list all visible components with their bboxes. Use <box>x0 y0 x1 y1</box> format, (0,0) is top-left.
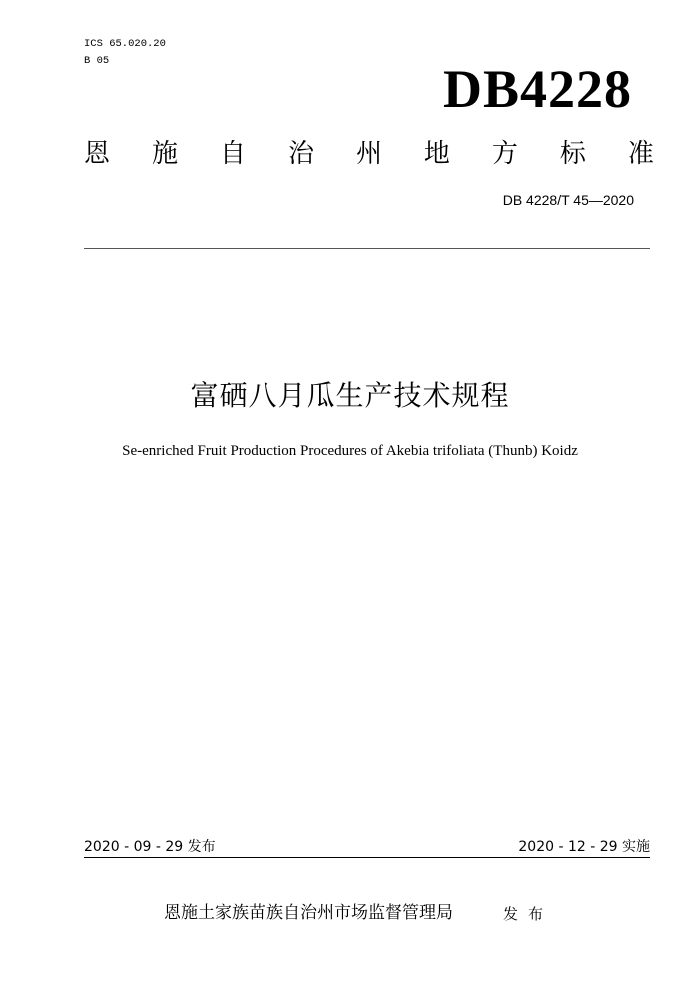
org-title-char: 治 <box>287 139 314 169</box>
header-divider <box>84 248 650 249</box>
org-title <box>84 136 654 172</box>
issuer-action: 发布 <box>503 905 554 923</box>
org-title-char: 施 <box>151 139 178 169</box>
ics-code: ICS 65.020.20 <box>84 38 166 50</box>
org-title-char: 方 <box>491 139 518 169</box>
org-title-char: 恩 <box>84 139 111 169</box>
implementation-date: 2020 - 12 - 29 实施 <box>518 839 650 855</box>
org-title-char: 地 <box>423 139 450 169</box>
chinese-title: 富硒八月瓜生产技术规程 <box>190 379 510 412</box>
footer-divider <box>84 857 650 858</box>
org-title-char: 标 <box>559 139 586 169</box>
issuer-name: 恩施土家族苗族自治州市场监督管理局 <box>164 903 453 923</box>
issue-date: 2020 - 09 - 29 发布 <box>84 839 216 855</box>
org-title-char: 自 <box>219 139 246 169</box>
ccs-code: B 05 <box>84 55 110 67</box>
english-title: Se-enriched Fruit Production Procedures of Akebia trifoliata (Thunb) Koidz <box>122 443 578 459</box>
standard-code: DB4228 <box>442 59 632 119</box>
org-title-char: 州 <box>355 139 382 169</box>
standard-number: DB 4228/T 45—2020 <box>502 192 634 208</box>
org-title-char: 准 <box>627 139 654 169</box>
